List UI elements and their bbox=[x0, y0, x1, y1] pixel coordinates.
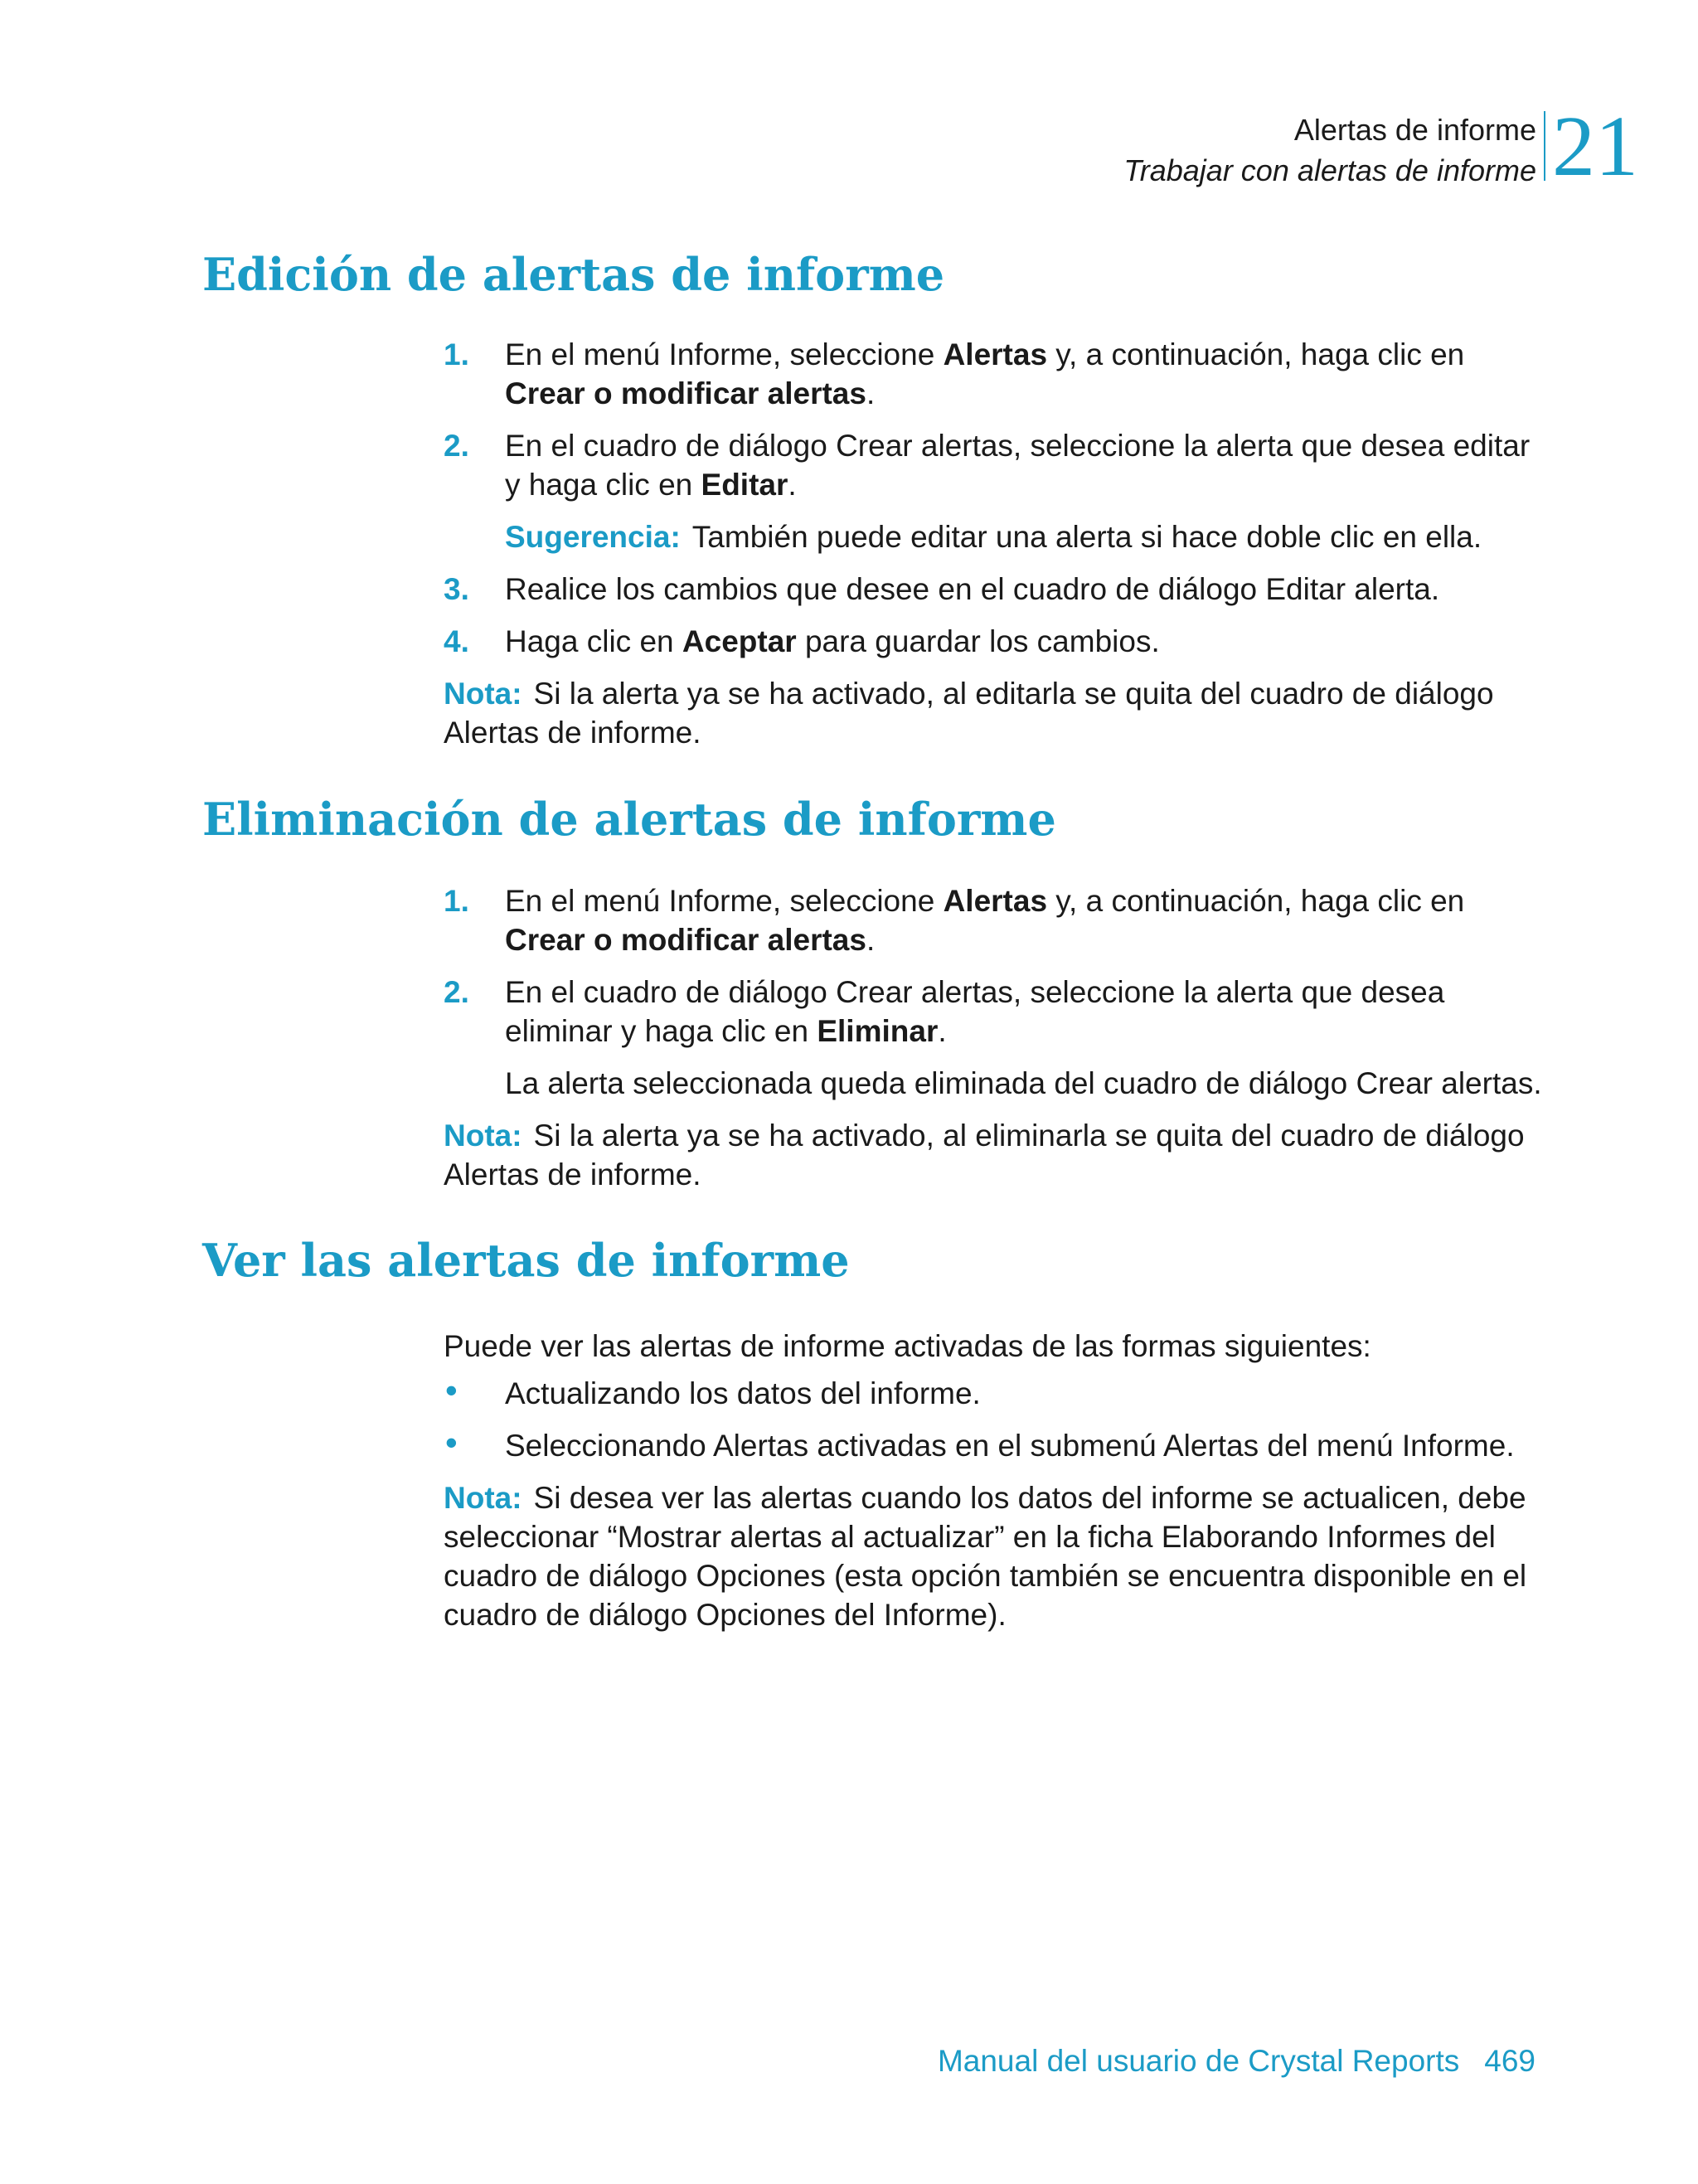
list-item bbox=[444, 426, 1546, 504]
running-header-section-title: Trabajar con alertas de informe bbox=[1123, 153, 1536, 187]
step-text: Realice los cambios que desee en el cuadro de diálogo Editar alerta. bbox=[505, 572, 1440, 606]
step-text: En el menú Informe, seleccione bbox=[505, 337, 944, 371]
note-text: Si desea ver las alertas cuando los datos del informe se actualicen, debe seleccionar “Mostrar alertas al actualizar” en la ficha Elaborando Informes del cuadro de diálogo Opciones (esta opción también se encuentra disponible en el cuadro de diálogo Opciones del Informe). bbox=[444, 1481, 1527, 1632]
note-label: Nota: bbox=[444, 1119, 522, 1153]
note bbox=[444, 1478, 1546, 1634]
step-text: y, a continuación, haga clic en bbox=[1047, 337, 1465, 371]
bullet-icon: • bbox=[445, 1423, 458, 1462]
step-number: 1. bbox=[444, 884, 469, 918]
step-number: 1. bbox=[444, 337, 469, 371]
section-edit-body bbox=[444, 335, 1546, 765]
step-text: Haga clic en bbox=[505, 624, 682, 658]
step-text: . bbox=[788, 468, 797, 502]
header-divider bbox=[1544, 111, 1545, 181]
button-term: Eliminar bbox=[817, 1014, 939, 1048]
button-term: Aceptar bbox=[682, 624, 797, 658]
chapter-number: 21 bbox=[1552, 99, 1638, 194]
page-footer bbox=[938, 2041, 1535, 2081]
tip-label: Sugerencia: bbox=[505, 520, 681, 554]
list-item bbox=[444, 1371, 1546, 1413]
step-number: 4. bbox=[444, 624, 469, 658]
running-header-chapter-title: Alertas de informe bbox=[1293, 113, 1536, 147]
menu-term: Crear o modificar alertas bbox=[505, 376, 866, 410]
step-number: 2. bbox=[444, 975, 469, 1009]
step-text: para guardar los cambios. bbox=[796, 624, 1160, 658]
step-text: En el cuadro de diálogo Crear alertas, seleccione la alerta que desea eliminar y haga clic en bbox=[505, 975, 1445, 1048]
list-item bbox=[444, 570, 1546, 609]
page-number: 469 bbox=[1484, 2044, 1535, 2078]
step-text: En el cuadro de diálogo Crear alertas, seleccione la alerta que desea editar y haga clic en bbox=[505, 429, 1531, 502]
section-title-delete: Eliminación de alertas de informe bbox=[202, 793, 1056, 846]
note bbox=[444, 674, 1546, 752]
note-label: Nota: bbox=[444, 677, 522, 711]
list-item bbox=[444, 622, 1546, 661]
section-title-view: Ver las alertas de informe bbox=[202, 1234, 850, 1287]
tip-text: También puede editar una alerta si hace doble clic en ella. bbox=[691, 520, 1482, 554]
bullet-text: Actualizando los datos del informe. bbox=[505, 1376, 981, 1410]
menu-term: Alertas bbox=[943, 337, 1048, 371]
note bbox=[444, 1116, 1546, 1194]
running-header bbox=[1123, 109, 1536, 191]
note-label: Nota: bbox=[444, 1481, 522, 1515]
list-item bbox=[444, 881, 1546, 959]
section-view-body bbox=[444, 1327, 1546, 1648]
section-delete-body bbox=[444, 881, 1546, 1207]
section-title-edit: Edición de alertas de informe bbox=[202, 248, 945, 301]
step-text: y, a continuación, haga clic en bbox=[1047, 884, 1465, 918]
step-result: La alerta seleccionada queda eliminada del cuadro de diálogo Crear alertas. bbox=[505, 1066, 1542, 1100]
button-term: Editar bbox=[701, 468, 788, 502]
menu-term: Crear o modificar alertas bbox=[505, 923, 866, 957]
menu-term: Alertas bbox=[943, 884, 1048, 918]
step-number: 2. bbox=[444, 429, 469, 463]
step-text: . bbox=[866, 376, 876, 410]
bullet-icon: • bbox=[445, 1371, 458, 1410]
step-text: En el menú Informe, seleccione bbox=[505, 884, 944, 918]
step-text: . bbox=[938, 1014, 947, 1048]
note-text: Si la alerta ya se ha activado, al editarla se quita del cuadro de diálogo Alertas de informe. bbox=[444, 677, 1494, 750]
note-text: Si la alerta ya se ha activado, al eliminarla se quita del cuadro de diálogo Alertas de informe. bbox=[444, 1119, 1525, 1191]
step-number: 3. bbox=[444, 572, 469, 606]
list-item bbox=[444, 973, 1546, 1051]
list-item bbox=[444, 335, 1546, 413]
tip bbox=[444, 517, 1546, 556]
list-item bbox=[444, 1423, 1546, 1465]
bullet-text: Seleccionando Alertas activadas en el submenú Alertas del menú Informe. bbox=[505, 1429, 1515, 1463]
intro-paragraph: Puede ver las alertas de informe activadas de las formas siguientes: bbox=[444, 1329, 1371, 1363]
step-text: . bbox=[866, 923, 876, 957]
book-title: Manual del usuario de Crystal Reports bbox=[937, 2044, 1460, 2078]
